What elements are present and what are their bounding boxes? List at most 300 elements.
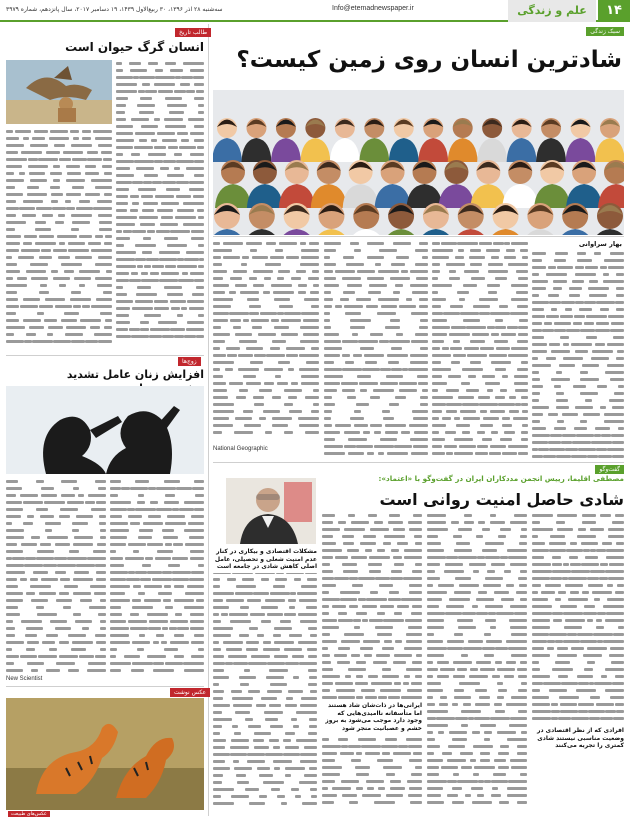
text-line [110, 506, 204, 513]
text-word [233, 704, 252, 707]
text-word [457, 668, 467, 671]
text-word [469, 563, 486, 566]
text-word [518, 577, 527, 580]
text-line [432, 282, 528, 289]
text-word [19, 207, 35, 210]
text-word [110, 494, 118, 497]
text-word [457, 291, 469, 294]
text-word [589, 682, 595, 685]
text-word [324, 277, 336, 280]
text-word [487, 326, 495, 329]
text-word [244, 669, 250, 672]
text-word [411, 312, 428, 315]
text-word [615, 301, 624, 304]
text-word [501, 333, 516, 336]
text-word [15, 130, 31, 133]
text-word [59, 592, 69, 595]
text-line [110, 499, 204, 506]
text-word [507, 787, 527, 790]
text-word [469, 675, 488, 678]
text-word [213, 718, 232, 721]
text-word [297, 592, 317, 595]
text-word [90, 326, 100, 329]
text-word [49, 137, 69, 140]
crowd-illustration [213, 90, 624, 235]
text-line [6, 198, 112, 205]
text-word [272, 424, 288, 427]
text-word [590, 570, 605, 573]
text-line [432, 317, 528, 324]
text-word [362, 794, 381, 797]
text-word [432, 305, 441, 308]
text-word [147, 543, 163, 546]
text-word [142, 209, 154, 212]
text-word [264, 368, 283, 371]
text-word [514, 375, 528, 378]
text-line [427, 722, 527, 729]
text-word [41, 249, 51, 252]
text-line [116, 298, 204, 305]
text-word [489, 452, 501, 455]
text-line [6, 170, 112, 177]
interview-col-4 [213, 548, 317, 812]
text-word [301, 375, 319, 378]
text-word [116, 251, 136, 254]
text-word [190, 613, 204, 616]
text-word [394, 445, 412, 448]
text-word [390, 277, 410, 280]
text-word [452, 801, 464, 804]
text-word [491, 794, 501, 797]
text-word [454, 591, 471, 594]
text-word [306, 361, 319, 364]
text-word [142, 83, 150, 86]
text-word [116, 237, 130, 240]
text-line [213, 254, 319, 261]
text-word [343, 570, 358, 573]
text-line [532, 610, 624, 617]
text-word [491, 256, 499, 259]
text-line [6, 247, 112, 254]
text-word [338, 521, 346, 524]
text-word [338, 696, 355, 699]
text-line [116, 116, 204, 123]
text-word [508, 445, 528, 448]
text-word [61, 480, 77, 483]
header-email[interactable]: Info@etemadnewspaper.ir [332, 5, 414, 12]
text-word [6, 165, 22, 168]
text-word [427, 794, 441, 797]
text-line [427, 526, 527, 533]
text-word [322, 787, 328, 790]
text-word [187, 321, 204, 324]
text-word [20, 655, 37, 658]
text-word [449, 333, 470, 336]
text-word [547, 640, 555, 643]
text-word [213, 368, 220, 371]
text-word [403, 682, 409, 685]
text-word [598, 455, 612, 458]
text-line [532, 554, 624, 561]
text-word [491, 780, 509, 783]
text-word [584, 668, 593, 671]
text-word [356, 696, 363, 699]
text-word [110, 571, 128, 574]
text-line [6, 653, 106, 660]
text-line [213, 779, 317, 786]
text-line [324, 247, 428, 254]
text-word [116, 321, 130, 324]
text-word [251, 655, 270, 658]
text-word [322, 647, 328, 650]
text-word [6, 312, 16, 315]
text-word [26, 270, 46, 273]
text-word [565, 584, 583, 587]
text-word [478, 521, 485, 524]
text-word [602, 542, 612, 545]
text-word [324, 375, 343, 378]
text-word [130, 487, 148, 490]
text-word [608, 528, 624, 531]
text-line [6, 583, 106, 590]
text-word [604, 413, 624, 416]
text-word [308, 277, 319, 280]
text-word [427, 535, 438, 538]
text-line [532, 278, 624, 285]
text-word [393, 556, 402, 559]
text-word [184, 529, 204, 532]
text-word [6, 613, 20, 616]
text-word [126, 578, 140, 581]
text-word [264, 382, 274, 385]
text-line [322, 673, 422, 680]
text-word [383, 766, 402, 769]
text-word [164, 501, 179, 504]
text-word [307, 648, 317, 651]
text-word [161, 272, 179, 275]
text-line [213, 793, 317, 800]
text-word [346, 263, 364, 266]
text-word [550, 577, 562, 580]
text-word [341, 640, 360, 643]
text-word [532, 252, 546, 255]
text-word [463, 417, 480, 420]
text-word [264, 711, 283, 714]
text-word [140, 97, 152, 100]
text-word [465, 794, 471, 797]
text-word [233, 662, 248, 665]
text-line [427, 701, 527, 708]
text-word [504, 256, 516, 259]
text-word [133, 550, 139, 553]
text-word [412, 661, 422, 664]
text-word [299, 662, 317, 665]
text-word [28, 165, 48, 168]
text-word [391, 263, 405, 266]
text-word [213, 312, 229, 315]
text-word [272, 396, 281, 399]
text-word [298, 641, 317, 644]
text-word [25, 634, 37, 637]
text-word [6, 564, 24, 567]
text-word [570, 563, 581, 566]
text-word [156, 230, 170, 233]
text-line [427, 792, 527, 799]
text-word [498, 766, 509, 769]
text-line [432, 352, 528, 359]
text-word [381, 745, 398, 748]
text-word [6, 550, 23, 553]
text-word [324, 319, 330, 322]
text-word [254, 746, 269, 749]
text-line [432, 254, 528, 261]
text-word [98, 214, 112, 217]
text-word [191, 230, 204, 233]
text-word [489, 354, 507, 357]
text-word [532, 542, 545, 545]
text-word [82, 137, 91, 140]
text-word [347, 396, 356, 399]
text-word [500, 528, 511, 531]
text-word [324, 403, 335, 406]
text-word [554, 427, 566, 430]
text-word [490, 445, 506, 448]
text-word [348, 745, 361, 748]
text-word [596, 703, 614, 706]
text-word [6, 627, 15, 630]
text-word [98, 613, 106, 616]
text-word [484, 633, 491, 636]
text-word [365, 361, 377, 364]
text-word [174, 585, 184, 588]
text-word [456, 424, 470, 427]
text-word [584, 322, 594, 325]
text-word [213, 578, 220, 581]
text-word [577, 252, 586, 255]
text-line [6, 667, 106, 674]
text-word [340, 298, 349, 301]
text-line [427, 708, 527, 715]
text-line [532, 390, 624, 397]
text-line [6, 324, 112, 331]
text-word [100, 599, 106, 602]
text-word [342, 277, 361, 280]
text-word [389, 514, 400, 517]
text-word [484, 780, 491, 783]
text-word [50, 172, 62, 175]
text-word [65, 200, 71, 203]
text-word [532, 364, 551, 367]
text-line [532, 299, 624, 306]
text-word [6, 606, 18, 609]
text-word [225, 368, 233, 371]
text-line [116, 151, 204, 158]
text-line [6, 597, 106, 604]
text-word [366, 305, 378, 308]
text-word [390, 787, 405, 790]
text-word [261, 578, 269, 581]
text-word [213, 627, 233, 630]
text-word [613, 633, 624, 636]
text-word [183, 223, 204, 226]
text-word [30, 144, 48, 147]
text-word [511, 347, 528, 350]
text-word [95, 655, 106, 658]
text-word [445, 563, 463, 566]
text-word [324, 361, 334, 364]
text-word [246, 648, 258, 651]
text-word [289, 606, 295, 609]
text-word [477, 445, 488, 448]
text-word [213, 277, 223, 280]
text-word [278, 361, 290, 364]
text-line [322, 750, 422, 757]
text-line [6, 261, 112, 268]
text-word [263, 648, 280, 651]
text-word [158, 90, 173, 93]
text-word [583, 549, 589, 552]
text-line [432, 373, 528, 380]
text-line [6, 205, 112, 212]
text-word [79, 655, 94, 658]
text-word [213, 788, 234, 791]
text-word [243, 410, 253, 413]
text-word [532, 549, 549, 552]
text-word [420, 319, 428, 322]
text-word [281, 319, 301, 322]
text-word [181, 139, 189, 142]
text-word [380, 382, 398, 385]
text-word [414, 431, 428, 434]
text-word [191, 655, 204, 658]
text-word [422, 256, 428, 259]
text-word [351, 521, 369, 524]
text-line [532, 404, 624, 411]
text-word [522, 410, 528, 413]
text-word [508, 780, 527, 783]
text-word [447, 640, 464, 643]
text-line [324, 387, 428, 394]
text-word [270, 725, 283, 728]
text-line [322, 610, 422, 617]
text-word [354, 410, 361, 413]
text-word [245, 788, 259, 791]
text-word [161, 216, 173, 219]
text-line [6, 149, 112, 156]
text-word [594, 682, 612, 685]
text-word [184, 258, 199, 261]
text-word [611, 661, 624, 664]
text-word [147, 613, 168, 616]
text-word [324, 270, 333, 273]
text-word [259, 795, 267, 798]
text-word [6, 508, 23, 511]
text-word [165, 662, 183, 665]
text-word [186, 167, 204, 170]
text-word [104, 193, 112, 196]
text-word [388, 361, 399, 364]
text-word [362, 605, 377, 608]
text-word [6, 578, 17, 581]
text-line [116, 102, 204, 109]
text-word [569, 294, 580, 297]
text-word [250, 249, 257, 252]
text-word [23, 137, 29, 140]
text-word [259, 774, 273, 777]
text-word [167, 293, 183, 296]
text-word [566, 329, 580, 332]
text-word [304, 298, 319, 301]
text-word [6, 151, 18, 154]
text-word [6, 263, 17, 266]
text-word [554, 259, 566, 262]
text-line [6, 240, 112, 247]
text-word [140, 223, 155, 226]
text-word [110, 592, 125, 595]
text-word [468, 375, 476, 378]
text-word [324, 368, 342, 371]
text-word [362, 619, 368, 622]
text-word [378, 452, 384, 455]
text-word [555, 598, 561, 601]
text-word [138, 188, 156, 191]
text-word [373, 661, 387, 664]
text-word [595, 427, 610, 430]
text-word [197, 146, 204, 149]
text-line [324, 436, 428, 443]
text-word [143, 237, 151, 240]
text-word [607, 343, 624, 346]
text-line [427, 638, 527, 645]
text-word [532, 413, 543, 416]
text-word [132, 307, 153, 310]
text-line [427, 736, 527, 743]
text-word [543, 455, 555, 458]
text-word [70, 298, 91, 301]
text-word [198, 104, 204, 107]
text-word [173, 543, 183, 546]
text-word [583, 413, 600, 416]
text-word [364, 354, 384, 357]
text-word [563, 612, 583, 615]
text-word [36, 480, 44, 483]
text-word [142, 564, 151, 567]
text-word [419, 326, 428, 329]
text-word [249, 627, 258, 630]
text-word [350, 319, 371, 322]
text-word [415, 766, 422, 769]
text-word [367, 787, 374, 790]
text-word [169, 111, 184, 114]
text-word [244, 424, 261, 427]
text-line [213, 751, 317, 758]
text-word [519, 319, 528, 322]
text-word [480, 759, 490, 762]
text-word [164, 237, 178, 240]
text-word [139, 76, 155, 79]
text-word [480, 347, 494, 350]
text-word [17, 277, 27, 280]
text-word [161, 641, 167, 644]
text-word [213, 417, 229, 420]
text-word [322, 598, 340, 601]
text-word [324, 431, 340, 434]
text-word [446, 410, 457, 413]
text-word [473, 305, 490, 308]
text-word [454, 549, 472, 552]
text-line [322, 561, 422, 568]
text-word [6, 494, 16, 497]
